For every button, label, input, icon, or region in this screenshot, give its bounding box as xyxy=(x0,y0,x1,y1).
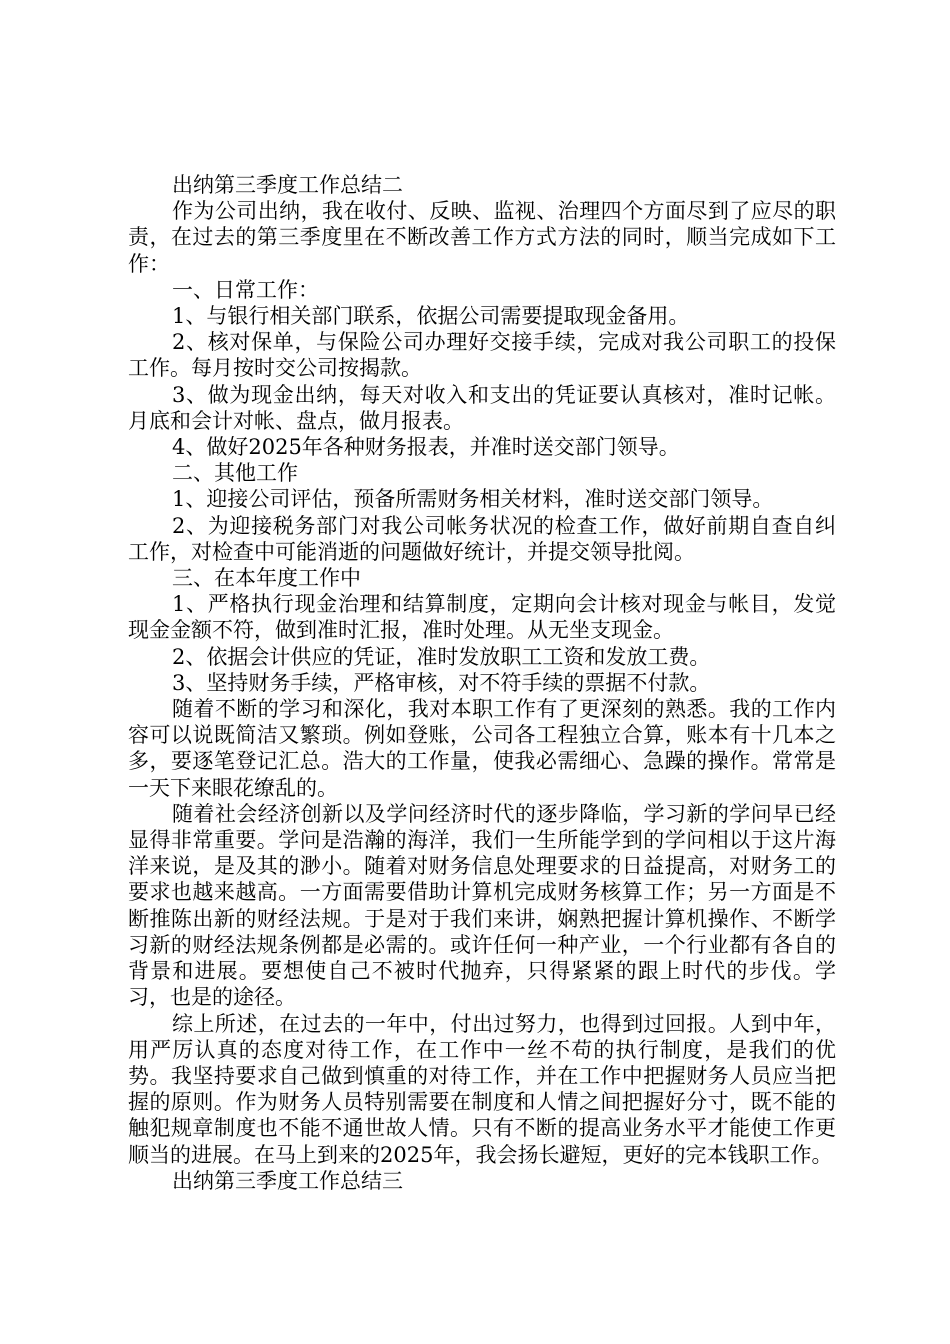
list-item: 2、依据会计供应的凭证，准时发放职工工资和发放工费。 xyxy=(172,644,711,669)
list-item: 2、为迎接税务部门对我公司帐务状况的检查工作，做好前期自查自纠工作，对检查中可能消逝的问题做好统计，并提交领导批阅。 xyxy=(128,513,836,564)
section-heading: 一、日常工作： xyxy=(172,277,319,302)
list-item: 3、坚持财务手续，严格审核，对不符手续的票据不付款。 xyxy=(172,670,711,695)
paragraph: 随着不断的学习和深化，我对本职工作有了更深刻的熟悉。我的工作内容可以说既简洁又繁琐。例如登账，公司各工程独立合算，账本有十几本之多，要逐笔登记汇总。浩大的工作量，使我必需细心、急躁的操作。常常是一天下来眼花缭乱的。 xyxy=(128,697,836,800)
list-item: 1、与银行相关部门联系，依据公司需要提取现金备用。 xyxy=(172,304,690,329)
list-item: 4、做好2025年各种财务报表，并准时送交部门领导。 xyxy=(172,435,680,460)
section-heading: 二、其他工作 xyxy=(172,461,298,486)
paragraph: 随着社会经济创新以及学问经济时代的逐步降临，学习新的学问早已经显得非常重要。学问是浩瀚的海洋，我们一生所能学到的学问相以于这片海洋来说，是及其的渺小。随着对财务信息处理要求的日益提高，对财务工的要求也越来越高。一方面需要借助计算机完成财务核算工作；另一方面是不断推陈出新的财经法规。于是对于我们来讲，娴熟把握计算机操作、不断学习新的财经法规条例都是必需的。或许任何一种产业，一个行业都有各自的背景和进展。要想使自己不被时代抛弃，只得紧紧的跟上时代的步伐。学习，也是的途径。 xyxy=(128,801,836,1010)
paragraph: 综上所述，在过去的一年中，付出过努力，也得到过回报。人到中年，用严厉认真的态度对待工作，在工作中一丝不苟的执行制度，是我们的优势。我坚持要求自己做到慎重的对待工作，并在工作中把握财务人员应当把握的原则。作为财务人员特别需要在制度和人情之间把握好分寸，既不能的触犯规章制度也不能不通世故人情。只有不断的提高业务水平才能使工作更顺当的进展。在马上到来的2025年，我会扬长避短，更好的完本钱职工作。 xyxy=(128,1011,836,1167)
list-item: 1、严格执行现金治理和结算制度，定期向会计核对现金与帐目，发觉现金金额不符，做到准时汇报，准时处理。从无坐支现金。 xyxy=(128,592,836,643)
section-title: 出纳第三季度工作总结三 xyxy=(172,1168,403,1193)
document-body xyxy=(128,172,836,1194)
list-item: 1、迎接公司评估，预备所需财务相关材料，准时送交部门领导。 xyxy=(172,487,774,512)
list-item: 3、做为现金出纳，每天对收入和支出的凭证要认真核对，准时记帐。月底和会计对帐、盘点，做月报表。 xyxy=(128,382,836,433)
paragraph: 作为公司出纳，我在收付、反映、监视、治理四个方面尽到了应尽的职责，在过去的第三季度里在不断改善工作方式方法的同时，顺当完成如下工作： xyxy=(128,199,836,276)
section-title: 出纳第三季度工作总结二 xyxy=(172,173,403,197)
list-item: 2、核对保单，与保险公司办理好交接手续，完成对我公司职工的投保工作。每月按时交公司按揭款。 xyxy=(128,330,836,381)
section-heading: 三、在本年度工作中 xyxy=(172,566,361,591)
